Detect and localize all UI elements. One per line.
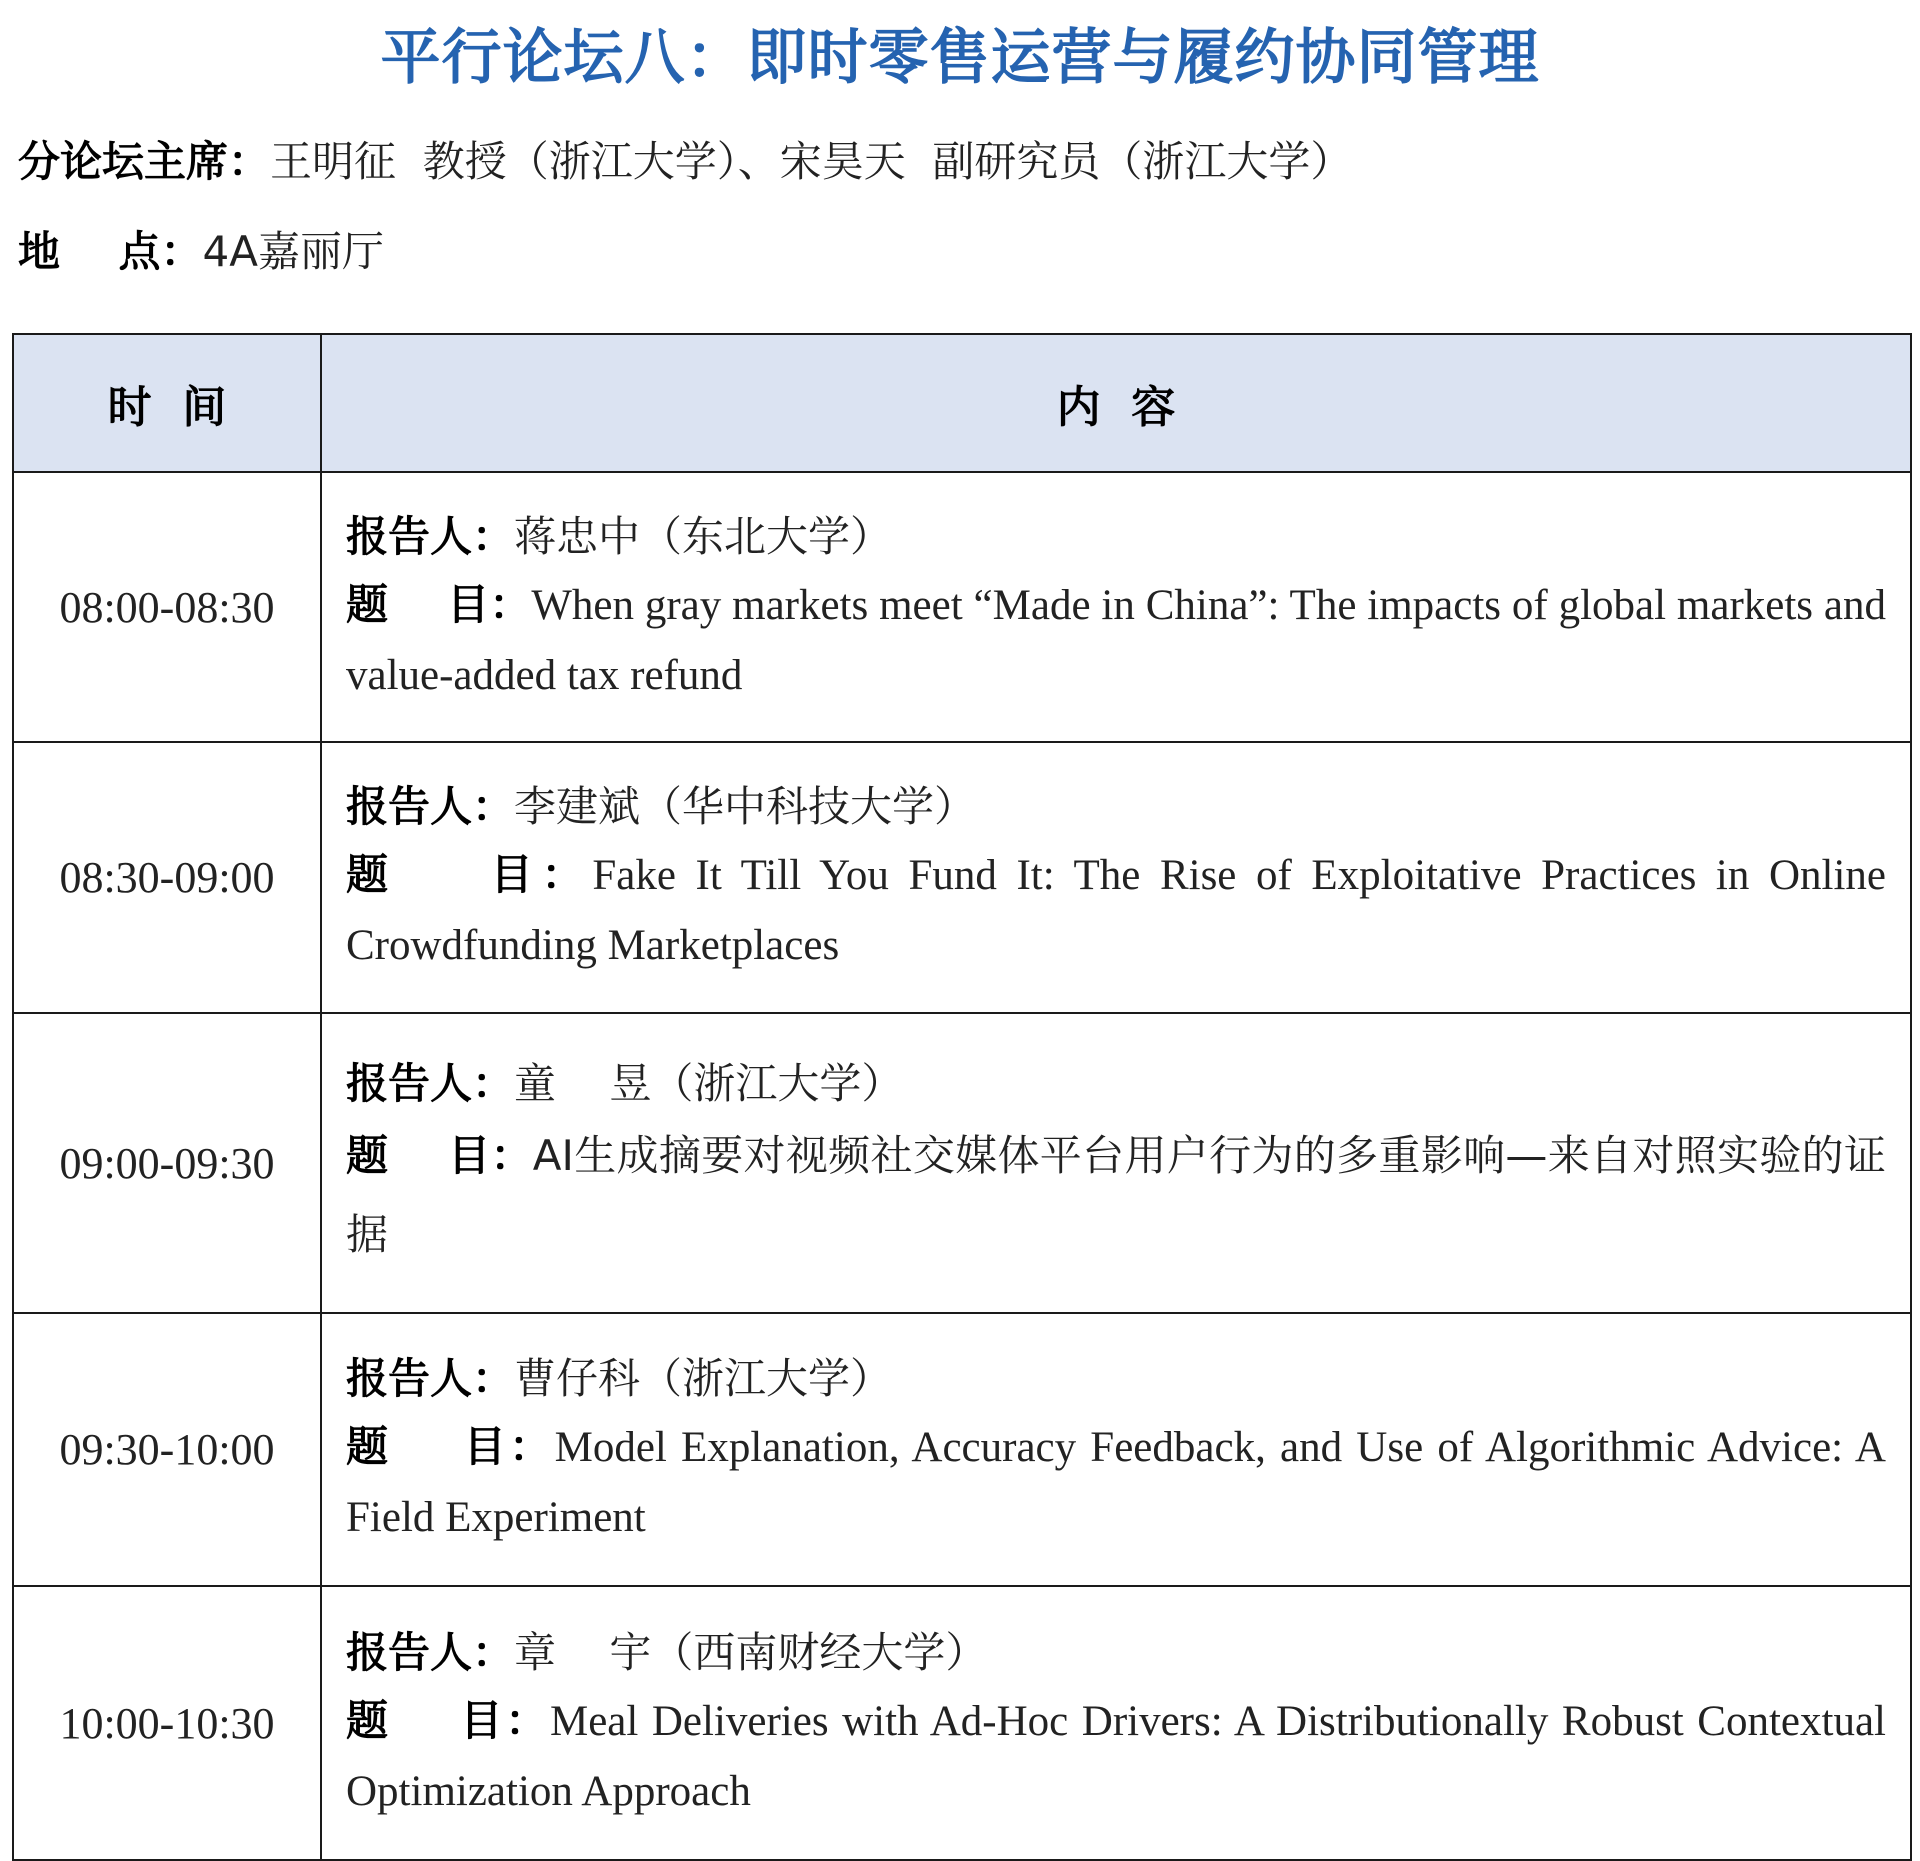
session-content [321, 1586, 1911, 1860]
table-row [13, 742, 1911, 1013]
topic-text: AI生成摘要对视频社交媒体平台用户行为的多重影响—来自对照实验的证据 [346, 1131, 1886, 1259]
session-time: 10:00-10:30 [13, 1586, 321, 1860]
speaker-line [346, 1051, 1886, 1117]
topic-line [346, 840, 1886, 981]
topic-label: 题 目： [346, 1695, 550, 1745]
table-row [13, 472, 1911, 742]
session-content [321, 1013, 1911, 1313]
topic-text: When gray markets meet “Made in China”: The impacts of global markets and value-added tax refund [346, 581, 1886, 699]
topic-label: 题 目： [346, 579, 532, 629]
chair-label: 分论坛主席： [18, 137, 271, 186]
speaker-line [346, 1346, 1886, 1412]
speaker-name: 童 昱（浙江大学） [514, 1059, 904, 1108]
speaker-label: 报告人： [346, 1627, 515, 1677]
chair-line [18, 132, 1352, 192]
page-title: 平行论坛八：即时零售运营与履约协同管理 [380, 23, 1540, 93]
topic-line [346, 1117, 1886, 1275]
time-column-header: 时 间 [13, 334, 321, 472]
location-label: 地 点： [18, 227, 203, 276]
table-header-row [13, 334, 1911, 472]
topic-text: Meal Deliveries with Ad-Hoc Drivers: A Distributionally Robust Contextual Optimization Approach [346, 1697, 1886, 1815]
speaker-label: 报告人： [346, 1354, 515, 1403]
location-value: 4A嘉丽厅 [202, 227, 384, 276]
topic-text: Model Explanation, Accuracy Feedback, and Use of Algorithmic Advice: A Field Experiment [346, 1424, 1886, 1541]
speaker-name: 李建斌（华中科技大学） [514, 782, 977, 831]
session-content [321, 742, 1911, 1013]
session-time: 09:00-09:30 [13, 1013, 321, 1313]
topic-label: 题 目： [346, 1131, 533, 1180]
speaker-name: 章 宇（西南财经大学） [514, 1627, 988, 1677]
topic-line [346, 1412, 1886, 1553]
speaker-label: 报告人： [346, 782, 515, 831]
chair-value: 王明征 教授（浙江大学）、宋昊天 副研究员（浙江大学） [270, 137, 1353, 186]
table-row [13, 1013, 1911, 1313]
speaker-line [346, 1620, 1886, 1686]
topic-text: Fake It Till You Fund It: The Rise of Exploitative Practices in Online Crowdfunding Marketplaces [346, 852, 1886, 969]
session-time: 08:30-09:00 [13, 742, 321, 1013]
speaker-name: 蒋忠中（东北大学） [514, 511, 893, 561]
table-row [13, 1586, 1911, 1860]
session-content [321, 1313, 1911, 1586]
topic-line [346, 570, 1886, 711]
speaker-label: 报告人： [346, 511, 515, 561]
content-column-header: 内 容 [321, 334, 1911, 472]
schedule-table [12, 333, 1912, 1861]
topic-label: 题 目： [346, 850, 593, 899]
table-row [13, 1313, 1911, 1586]
speaker-line [346, 504, 1886, 570]
speaker-name: 曹仔科（浙江大学） [514, 1354, 893, 1403]
session-time: 08:00-08:30 [13, 472, 321, 742]
session-content [321, 472, 1911, 742]
session-time: 09:30-10:00 [13, 1313, 321, 1586]
topic-label: 题 目： [346, 1422, 555, 1471]
speaker-line [346, 774, 1886, 840]
location-line [18, 222, 384, 282]
speaker-label: 报告人： [346, 1059, 515, 1108]
topic-line [346, 1686, 1886, 1827]
